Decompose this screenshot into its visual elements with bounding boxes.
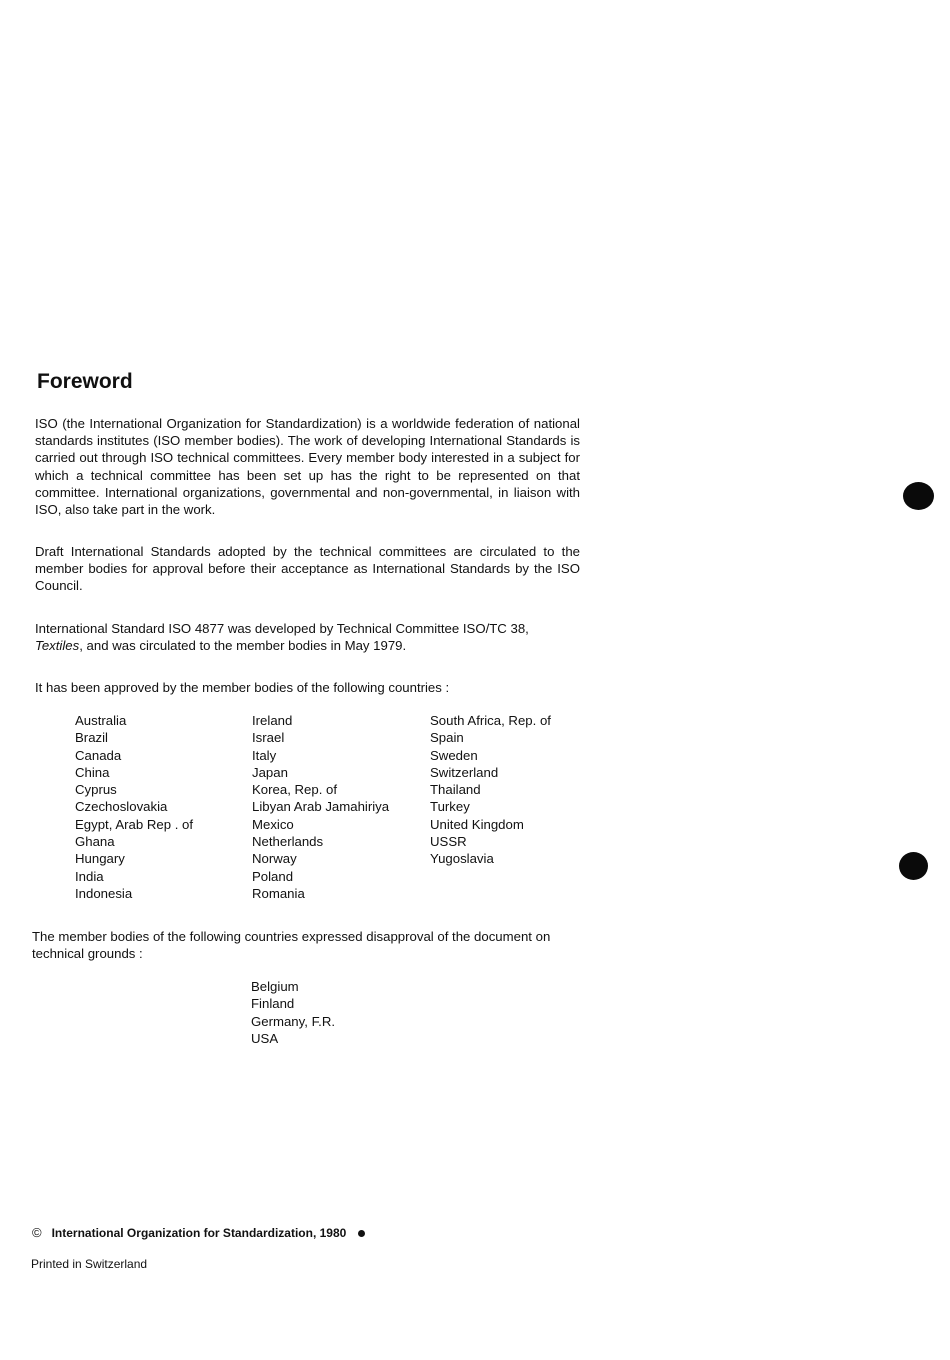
page-title: Foreword	[37, 370, 133, 393]
copyright-line	[32, 1225, 365, 1240]
country-item: Czechoslovakia	[75, 799, 168, 815]
country-item: Mexico	[252, 816, 294, 832]
country-item: Thailand	[430, 782, 481, 798]
country-item: South Africa, Rep. of	[430, 713, 551, 728]
approval-intro: It has been approved by the member bodies of the following countries :	[35, 680, 450, 695]
disapproving-countries-list	[251, 978, 335, 1047]
copyright-text: International Organization for Standardization, 1980	[51, 1226, 347, 1240]
punch-hole-icon	[899, 852, 928, 880]
development-text-end: , and was circulated to the member bodies in May 1979.	[79, 638, 407, 654]
country-item: Cyprus	[75, 782, 117, 798]
country-item: Belgium	[251, 979, 299, 994]
country-item: Hungary	[75, 851, 125, 867]
country-item: USSR	[430, 834, 467, 850]
copyright-symbol: ©	[32, 1225, 42, 1240]
development-paragraph	[35, 620, 580, 654]
country-item: Ireland	[252, 713, 293, 728]
intro-paragraph: ISO (the International Organization for Standardization) is a worldwide federation of national standards institutes (ISO member bodies). The work of developing International Standards is carried out through ISO technical committees. Every member body interested in a subject for which a technical committee has been set up has the right to be represented on that committee. International organizations, governmental and non-governmental, in liaison with ISO, also take part in the work.	[35, 416, 580, 518]
country-item: Japan	[252, 764, 288, 780]
country-item: Germany, F.R.	[251, 1013, 336, 1029]
country-item: Sweden	[430, 747, 478, 763]
punch-hole-icon	[903, 482, 934, 510]
country-item: Canada	[75, 747, 122, 763]
country-item: Italy	[252, 747, 277, 763]
country-item: Australia	[75, 713, 127, 728]
country-item: Finland	[251, 996, 295, 1012]
country-item: Ghana	[75, 834, 115, 850]
country-item: Brazil	[75, 730, 108, 746]
country-item: Libyan Arab Jamahiriya	[252, 799, 390, 815]
country-item: Yugoslavia	[430, 851, 494, 867]
country-item: India	[75, 868, 104, 884]
country-item: China	[75, 764, 110, 780]
printed-location: Printed in Switzerland	[31, 1257, 148, 1271]
country-item: Israel	[252, 730, 285, 746]
bullet-dot-icon	[358, 1230, 365, 1237]
approving-countries-column-2	[252, 712, 389, 902]
country-item: Switzerland	[430, 764, 499, 780]
disapproval-intro: The member bodies of the following countries expressed disapproval of the document on technical grounds :	[32, 929, 551, 962]
country-item: Romania	[252, 885, 305, 901]
country-item: Spain	[430, 730, 464, 746]
country-item: Turkey	[430, 799, 470, 815]
country-item: Netherlands	[252, 834, 324, 850]
country-item: Poland	[252, 868, 294, 884]
approving-countries-column-1	[75, 712, 193, 902]
development-text-start: International Standard ISO 4877 was developed by Technical Committee ISO/TC 38,	[35, 621, 529, 636]
committee-name: Textiles	[35, 638, 80, 654]
approving-countries-column-3	[430, 712, 551, 868]
country-item: Korea, Rep. of	[252, 782, 338, 798]
country-item: USA	[251, 1030, 279, 1046]
country-item: Norway	[252, 851, 297, 867]
country-item: Indonesia	[75, 885, 133, 901]
country-item: Egypt, Arab Rep . of	[75, 816, 194, 832]
country-item: United Kingdom	[430, 816, 524, 832]
draft-standards-paragraph: Draft International Standards adopted by the technical committees are circulated to the member bodies for approval before their acceptance as International Standards by the ISO Council.	[35, 544, 580, 594]
